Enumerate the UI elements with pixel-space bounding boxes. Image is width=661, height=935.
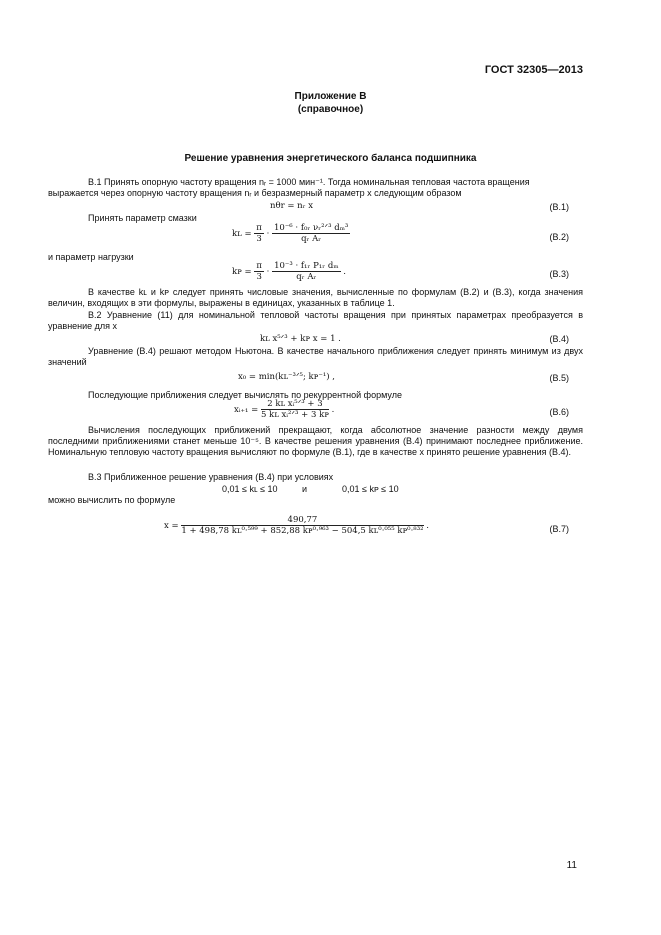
equation-b3: kᴘ = $\frac{\pi}{3}$ · $\frac{\text{10⁻³ · f₁ᵣ P₁ᵣ dₘ}}{\text{qᵣ Aᵣ}}$ .: [232, 261, 346, 282]
paragraph-formula-intro: можно вычислить по формуле: [48, 495, 176, 505]
paragraph-b2: В.2 Уравнение (11) для номинальной тепловой частоты вращения при принятых параметрах преобразуется в уравнение для x: [48, 310, 583, 331]
section-title: Решение уравнения энергетического баланса подшипника: [184, 153, 477, 164]
paragraph-kl-kp: В качестве kʟ и kᴘ следует принять числовые значения, вычисленные по формулам (В.2) и (В.3), когда значения величин, входящих в эти формулы, выражены в единицах, указанных в таблице 1.: [48, 287, 583, 308]
equation-number-b6: (В.6): [549, 407, 569, 417]
equation-b7-fraction: [181, 515, 423, 536]
equation-b7: x = $\frac{490,77}{\text{1 + 498,78 kʟ⁰·⁵⁹⁹ + 852,88 kᴘ⁰·⁹⁶³ − 504,5 kʟ⁰·⁰⁵⁵ kᴘ⁰·⁸³²}}$ .: [164, 515, 429, 536]
paragraph-b3: В.3 Приближенное решение уравнения (В.4) при условиях: [88, 472, 334, 482]
document-header: ГОСТ 32305—2013: [484, 64, 583, 76]
equation-b3-coef-den: 3: [256, 272, 262, 282]
equation-b2-lhs: kʟ =: [232, 229, 252, 239]
equation-b2-coef-num: π: [256, 223, 262, 233]
equation-b1: nθr = nᵣ x: [270, 201, 314, 211]
equation-b7-denominator: 1 + 498,78 kʟ⁰·⁵⁹⁹ + 852,88 kᴘ⁰·⁹⁶³ − 504,5 kʟ⁰·⁰⁵⁵ kᴘ⁰·⁸³²: [181, 526, 424, 536]
paragraph-stop: Вычисления последующих приближений прекращают, когда абсолютное значение разности между двумя последними приближениями станет меньше 10⁻⁵. В качестве решения уравнения (В.4) принимают последнее приближение. Номинальную тепловую частоту вращения вычисляют по формуле (В.1), где в качестве x принято решение уравнения (В.4).: [48, 425, 583, 457]
equation-b6-numerator: 2 kʟ xᵢ⁵ᐟ³ + 3: [261, 399, 329, 410]
equation-b6-lhs: xᵢ₊₁ =: [234, 405, 259, 415]
equation-b3-coef-num: π: [256, 261, 262, 271]
equation-b7-numerator: 490,77: [181, 515, 423, 526]
equation-number-b2: (В.2): [549, 232, 569, 242]
condition-kp: 0,01 ≤ kᴘ ≤ 10: [342, 484, 399, 494]
paragraph-b1-line2: выражается через опорную частоту вращения nᵣ и безразмерный параметр x следующим образом: [48, 188, 462, 198]
equation-b5: x₀ = min(kʟ⁻³ᐟ⁵; kᴘ⁻¹) ,: [238, 372, 335, 382]
equation-b2-fraction: [272, 223, 350, 244]
equation-b6: xᵢ₊₁ = $\frac{\text{2 kʟ xᵢ⁵ᐟ³ + 3}}{\text{5 kʟ xᵢ²ᐟ³ + 3 kᴘ}}$ .: [234, 399, 335, 420]
equation-number-b5: (В.5): [549, 373, 569, 383]
paragraph-b1-line1: В.1 Принять опорную частоту вращения nᵣ = 1000 мин⁻¹. Тогда номинальная тепловая частота вращения: [88, 177, 530, 187]
equation-b3-denominator: qᵣ Aᵣ: [296, 272, 317, 282]
equation-number-b1: (В.1): [549, 202, 569, 212]
equation-b2-denominator: qᵣ Aᵣ: [301, 234, 322, 244]
equation-b7-lhs: x =: [164, 521, 179, 531]
equation-number-b7: (В.7): [549, 524, 569, 534]
equation-number-b4: (В.4): [549, 334, 569, 344]
equation-b3-fraction: [272, 261, 340, 282]
equation-b6-denominator: 5 kʟ xᵢ²ᐟ³ + 3 kᴘ: [260, 410, 329, 420]
page-number: 11: [566, 860, 577, 871]
paragraph-lubrication: Принять параметр смазки: [88, 213, 197, 223]
paragraph-recurrent: Последующие приближения следует вычислять по рекуррентной формуле: [88, 390, 402, 400]
paragraph-load: и параметр нагрузки: [48, 252, 134, 262]
equation-b3-lhs: kᴘ =: [232, 267, 252, 277]
condition-kl: 0,01 ≤ kʟ ≤ 10: [222, 484, 278, 494]
equation-b2: kʟ = $\frac{\pi}{3}$ · $\frac{\text{10⁻⁶ · f₀ᵣ νᵣ²ᐟ³ dₘ³}}{\text{qᵣ Aᵣ}}$: [232, 223, 349, 244]
paragraph-newton: Уравнение (В.4) решают методом Ньютона. В качестве начального приближения следует принять минимум из двух значений: [48, 346, 583, 367]
equation-b2-coef: [254, 223, 264, 244]
equation-b3-numerator: 10⁻³ · f₁ᵣ P₁ᵣ dₘ: [274, 261, 339, 271]
appendix-title: Приложение В: [294, 91, 367, 102]
appendix-subtitle: (справочное): [297, 104, 364, 115]
equation-b2-numerator: 10⁻⁶ · f₀ᵣ νᵣ²ᐟ³ dₘ³: [274, 223, 349, 233]
condition-joiner: и: [302, 484, 308, 494]
equation-b3-coef: [254, 261, 264, 282]
equation-b2-coef-den: 3: [256, 234, 262, 244]
equation-b6-fraction: [261, 399, 329, 420]
equation-number-b3: (В.3): [549, 269, 569, 279]
equation-b4: kʟ x⁵ᐟ³ + kᴘ x = 1 .: [260, 334, 341, 344]
